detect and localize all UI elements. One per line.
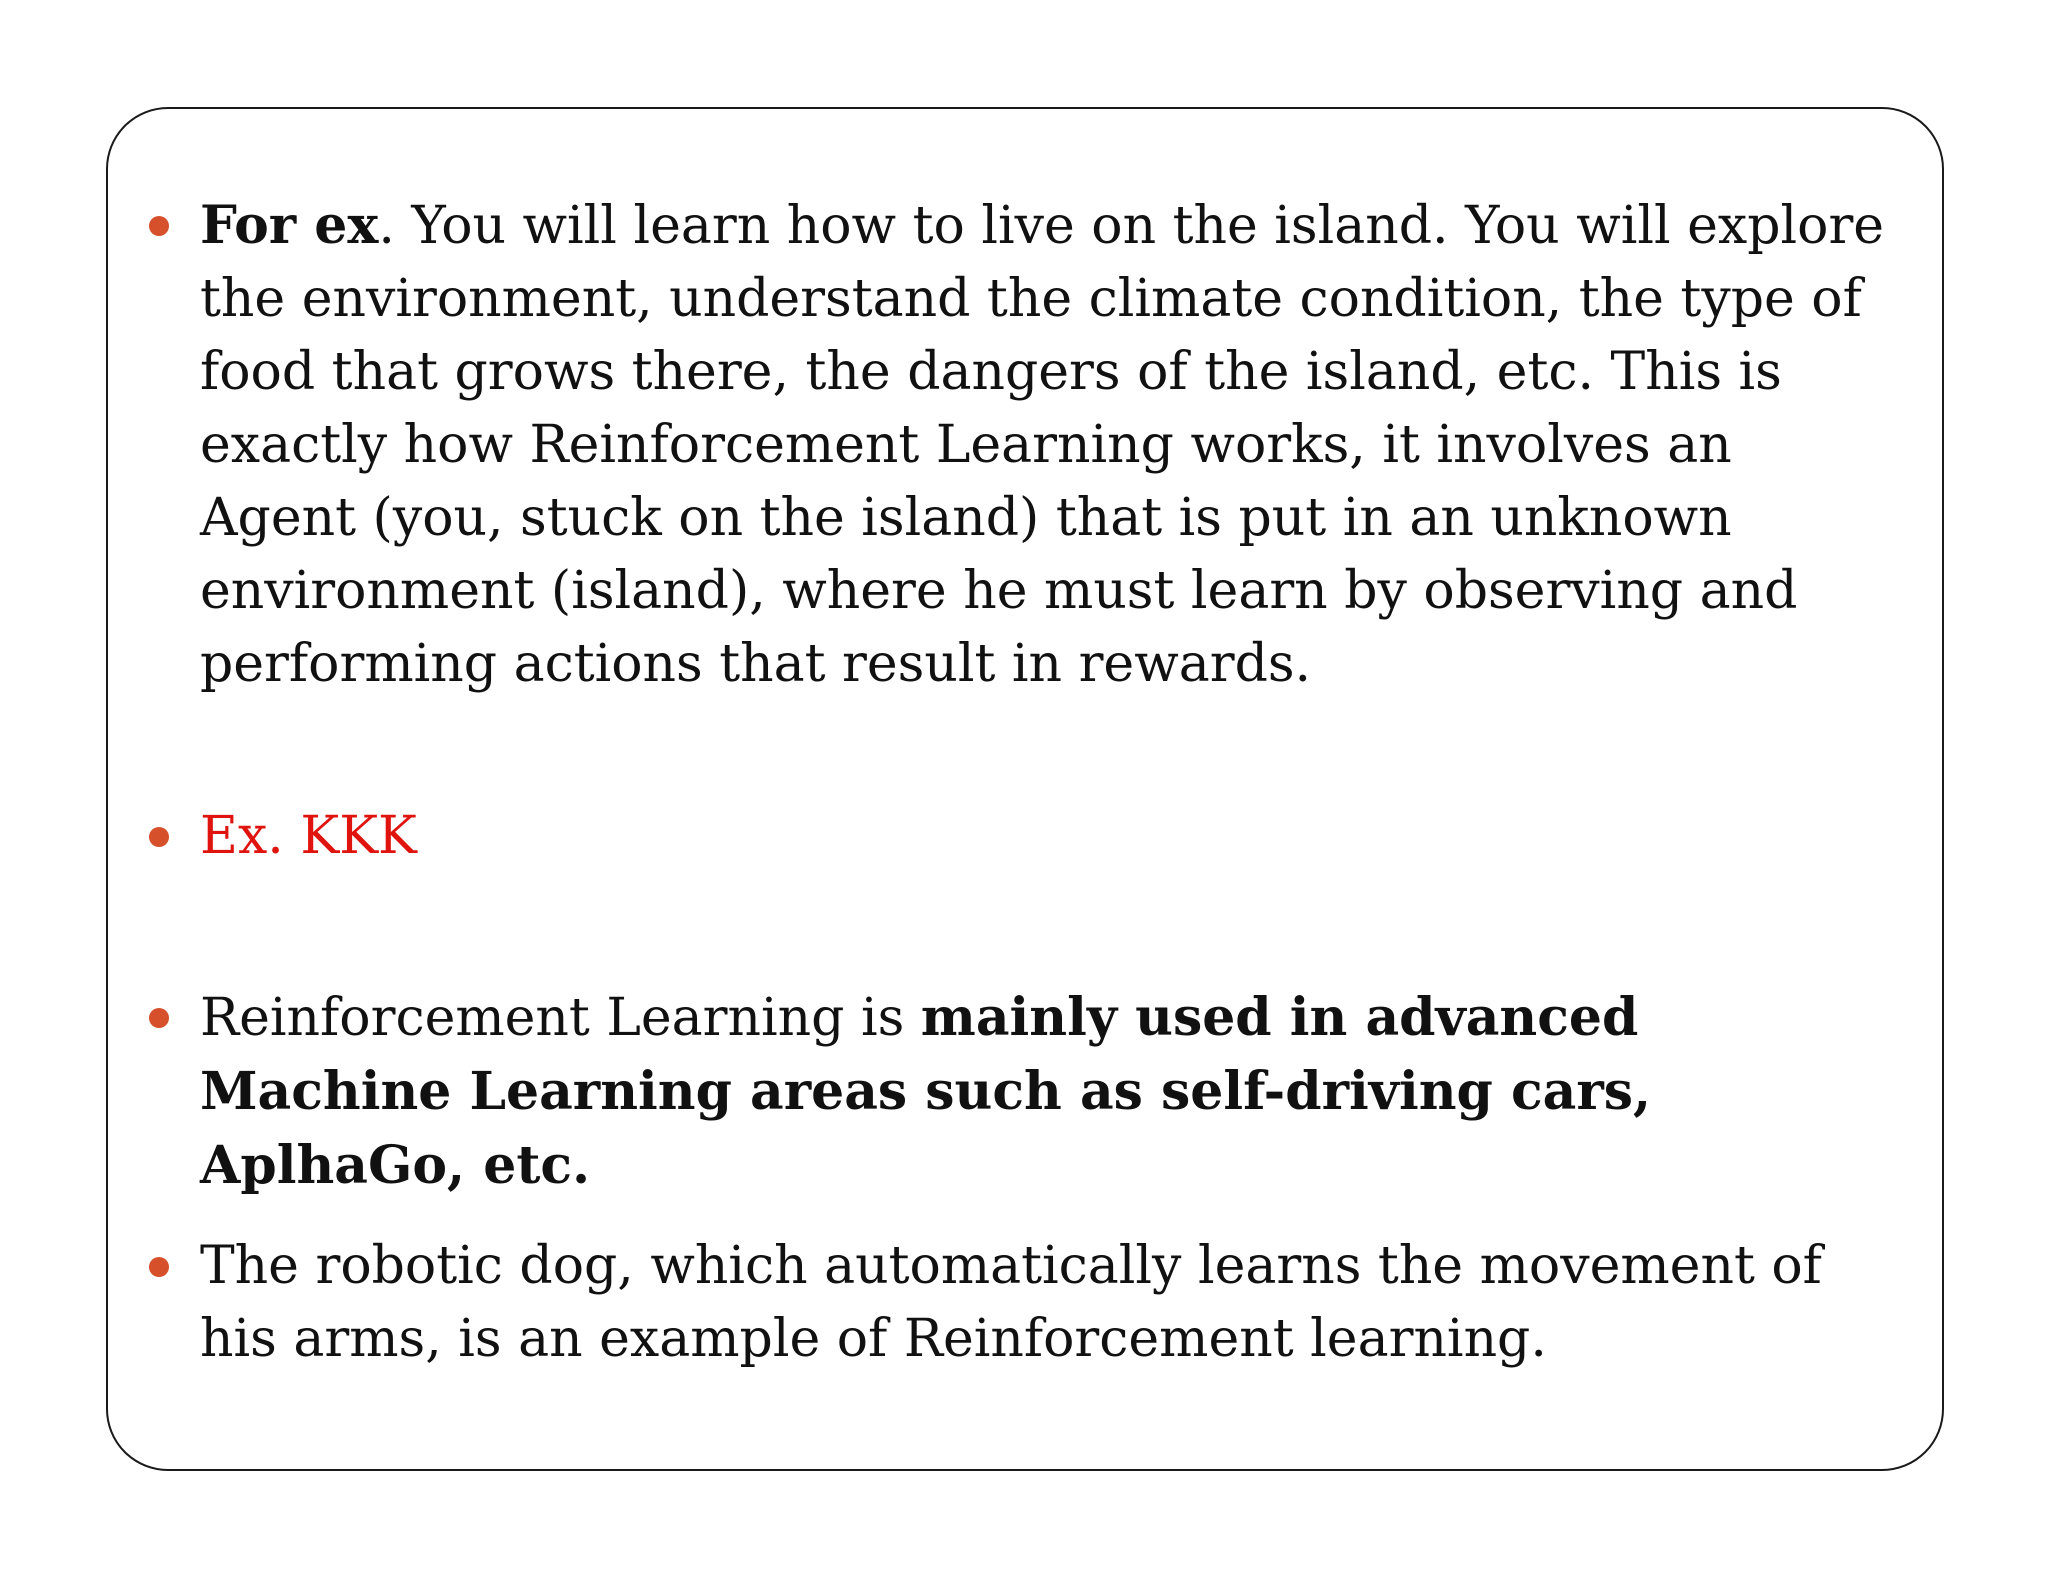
bullet-dot-icon	[149, 827, 169, 847]
bullet-dot-icon	[149, 1008, 169, 1028]
bullet-text: Ex. KKK	[200, 806, 417, 866]
bullet-item-robotic-dog	[200, 1230, 1900, 1376]
bullet-dot-icon	[149, 216, 169, 236]
bullet-item-example-kkk	[200, 800, 1900, 873]
bullet-list	[108, 109, 1942, 1469]
bullet-text: Reinforcement Learning is	[200, 988, 921, 1048]
bullet-bold-tail: mainly used in advanced Machine Learning areas such as self-driving cars, AplhaGo, etc.	[200, 987, 1652, 1196]
bullet-text: The robotic dog, which automatically learns the movement of his arms, is an example of Reinforcement learning.	[200, 1236, 1822, 1369]
bullet-lead-bold: For ex	[200, 195, 379, 256]
bullet-text: . You will learn how to live on the island. You will explore the environment, understand the climate condition, the type of food that grows there, the dangers of the island, etc. This is exactly how Reinforcement Learning works, it involves an Agent (you, stuck on the island) that is put in an unknown environment (island), where he must learn by observing and performing actions that result in rewards.	[200, 196, 1885, 694]
bullet-item-for-example	[200, 189, 1900, 701]
slide-frame	[106, 107, 1944, 1471]
bullet-item-rl-usage	[200, 981, 1900, 1203]
bullet-dot-icon	[149, 1257, 169, 1277]
